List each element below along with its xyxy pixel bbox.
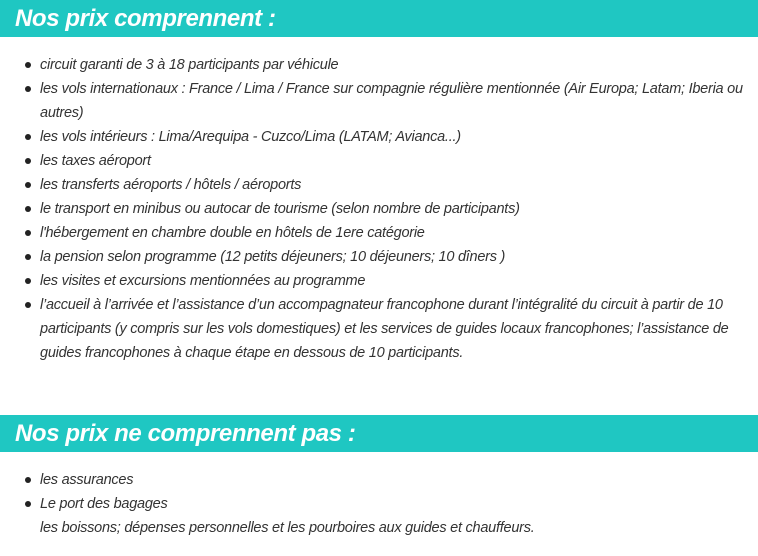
- list-item: les vols internationaux : France / Lima / France sur compagnie régulière mentionnée (Air Europa; Latam; Iberia ou autres): [0, 77, 758, 125]
- list-item: l’accueil à l’arrivée et l’assistance d’un accompagnateur francophone durant l’intégralité du circuit à partir de 10 participants (y compris sur les vols domestiques) et les services de guides locaux francophones; l’assistance de guides francophones à chaque étape en dessous de 10 participants.: [0, 293, 758, 365]
- included-section-title: Nos prix comprennent :: [0, 0, 758, 37]
- list-item: le transport en minibus ou autocar de tourisme (selon nombre de participants): [0, 197, 758, 221]
- list-item: les visites et excursions mentionnées au programme: [0, 269, 758, 293]
- list-item: les vols intérieurs : Lima/Arequipa - Cuzco/Lima (LATAM; Avianca...): [0, 125, 758, 149]
- list-item: l'hébergement en chambre double en hôtels de 1ere catégorie: [0, 221, 758, 245]
- excluded-section-title: Nos prix ne comprennent pas :: [0, 415, 758, 452]
- included-list: [0, 53, 758, 365]
- list-item: les assurances: [0, 468, 758, 492]
- excluded-note: les boissons; dépenses personnelles et les pourboires aux guides et chauffeurs.: [40, 520, 535, 536]
- list-item: circuit garanti de 3 à 18 participants par véhicule: [0, 53, 758, 77]
- list-item: les transferts aéroports / hôtels / aéroports: [0, 173, 758, 197]
- list-item: les taxes aéroport: [0, 149, 758, 173]
- excluded-list: [0, 468, 758, 540]
- list-item: la pension selon programme (12 petits déjeuners; 10 déjeuners; 10 dîners ): [0, 245, 758, 269]
- list-item: Le port des bagages: [0, 492, 758, 516]
